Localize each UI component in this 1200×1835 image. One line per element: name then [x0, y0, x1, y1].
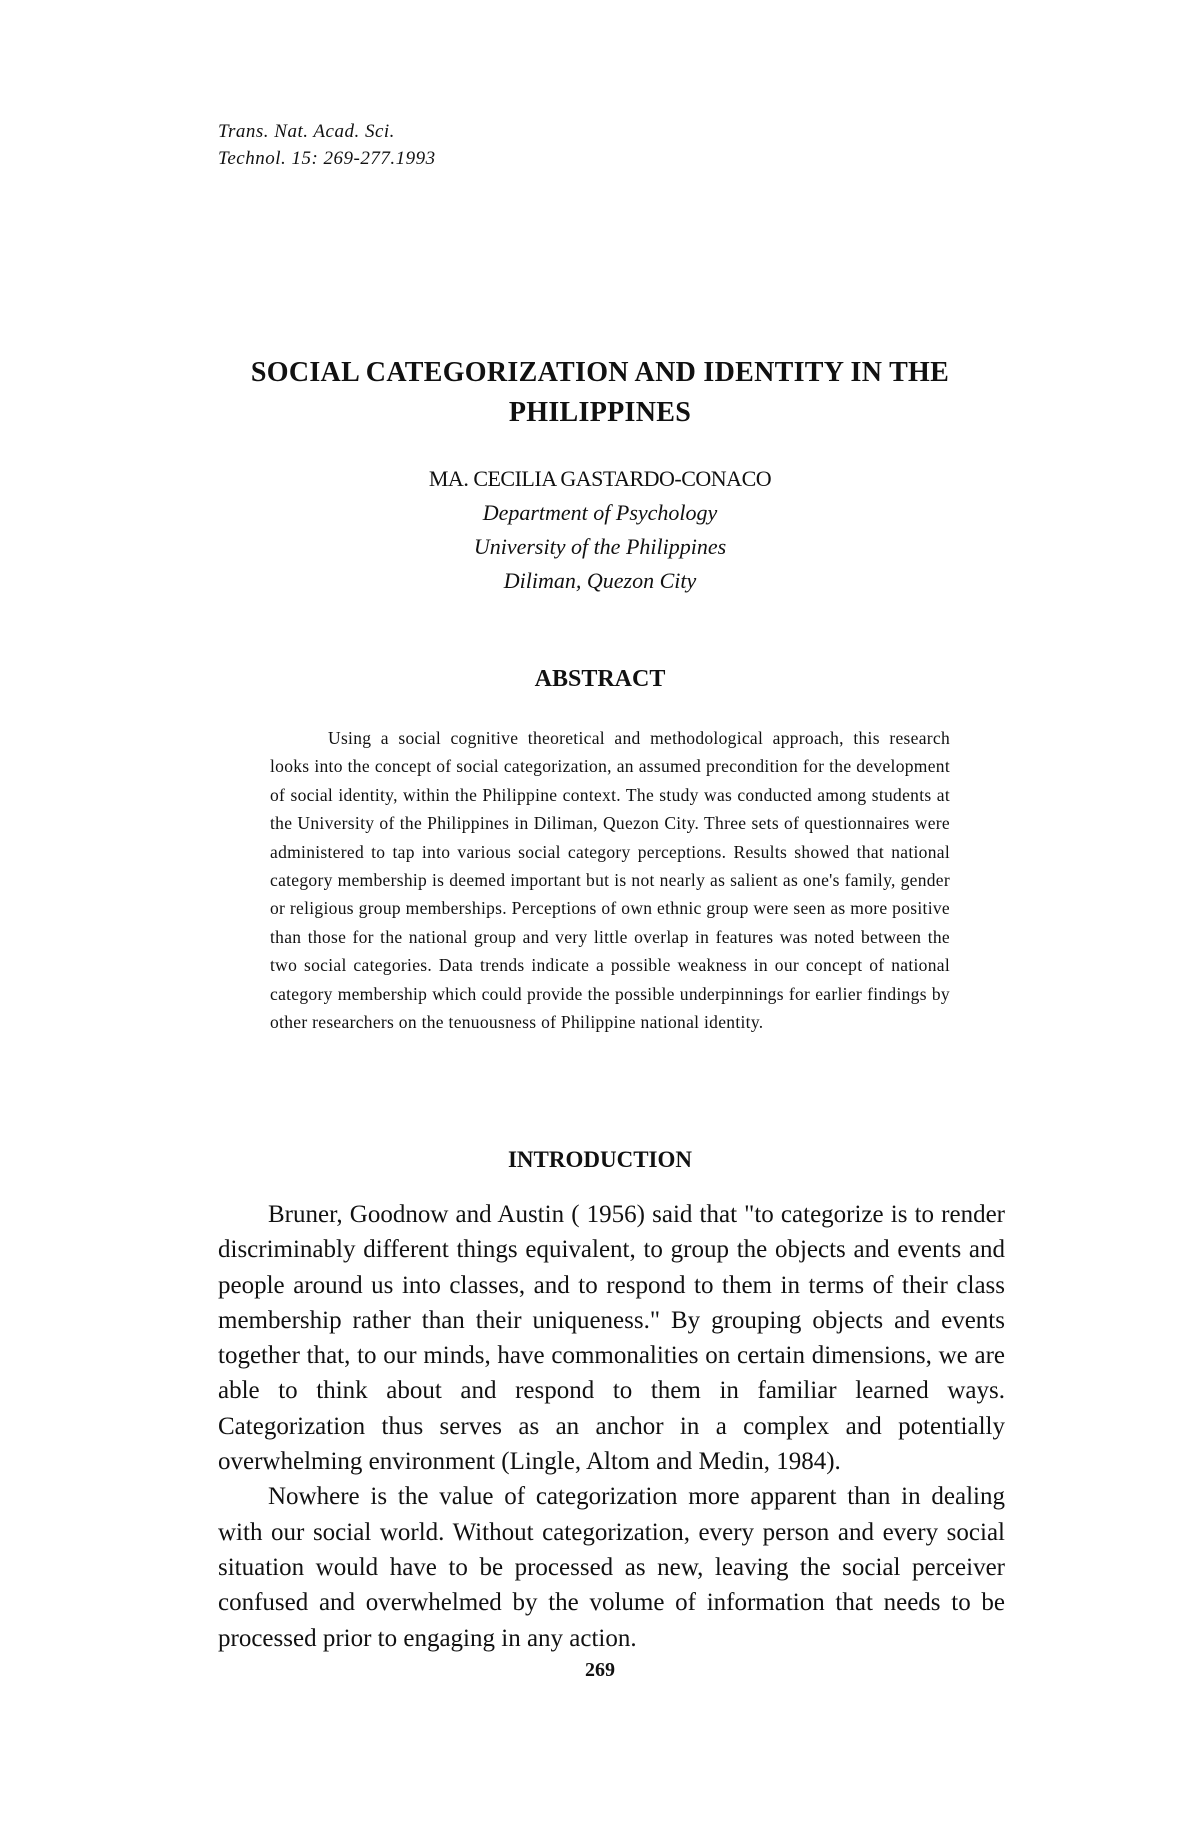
author-location: Diliman, Quezon City [503, 568, 697, 593]
body-paragraph: Bruner, Goodnow and Austin ( 1956) said that "to categorize is to render discriminably different things equivalent, to group the objects and events and people around us into classes, and to respond to them in terms of their class membership rather than their uniqueness." By grouping objects and events together that, to our minds, have commonalities on certain dimensions, we are able to think about and respond to them in familiar learned ways. Categorization thus serves as an anchor in a complex and potentially overwhelming environment (Lingle, Altom and Medin, 1984). [218, 1201, 1005, 1476]
paper-title: SOCIAL CATEGORIZATION AND IDENTITY IN THE PHILIPPINES [250, 357, 950, 428]
author-name: MA. CECILIA GASTARDO-CONACO [428, 466, 772, 491]
page-number: 269 [585, 1659, 615, 1681]
introduction-heading: INTRODUCTION [507, 1147, 693, 1172]
body-paragraph: Nowhere is the value of categorization more apparent than in dealing with our social world. Without categorization, every person and every social situation would have to be processed as new, leaving the social perceiver confused and overwhelmed by the volume of information that needs to be processed prior to engaging in any action. [218, 1483, 1005, 1652]
abstract-heading: ABSTRACT [534, 666, 666, 692]
author-department: Department of Psychology [482, 500, 718, 525]
abstract-text: Using a social cognitive theoretical and methodological approach, this research looks into the concept of social categorization, an assumed precondition for the development of social identity, within the Philippine context. The study was conducted among students at the University of the Philippines in Diliman, Quezon City. Three sets of questionnaires were administered to tap into various social category perceptions. Results showed that national category membership is deemed important but is not nearly as salient as one's family, gender or religious group memberships. Perceptions of own ethnic group were seen as more positive than those for the national group and very little overlap in features was noted between the two social categories. Data trends indicate a possible weakness in our concept of national category membership which could provide the possible underpinnings for earlier findings by other researchers on the tenuousness of Philippine national identity. [270, 728, 950, 1033]
citation-journal: Trans. Nat. Acad. Sci. [218, 121, 395, 142]
author-block [300, 462, 900, 598]
introduction-body [218, 1197, 1005, 1656]
author-university: University of the Philippines [473, 534, 727, 559]
journal-citation [218, 118, 436, 172]
citation-volume-pages: Technol. 15: 269-277.1993 [218, 148, 436, 169]
